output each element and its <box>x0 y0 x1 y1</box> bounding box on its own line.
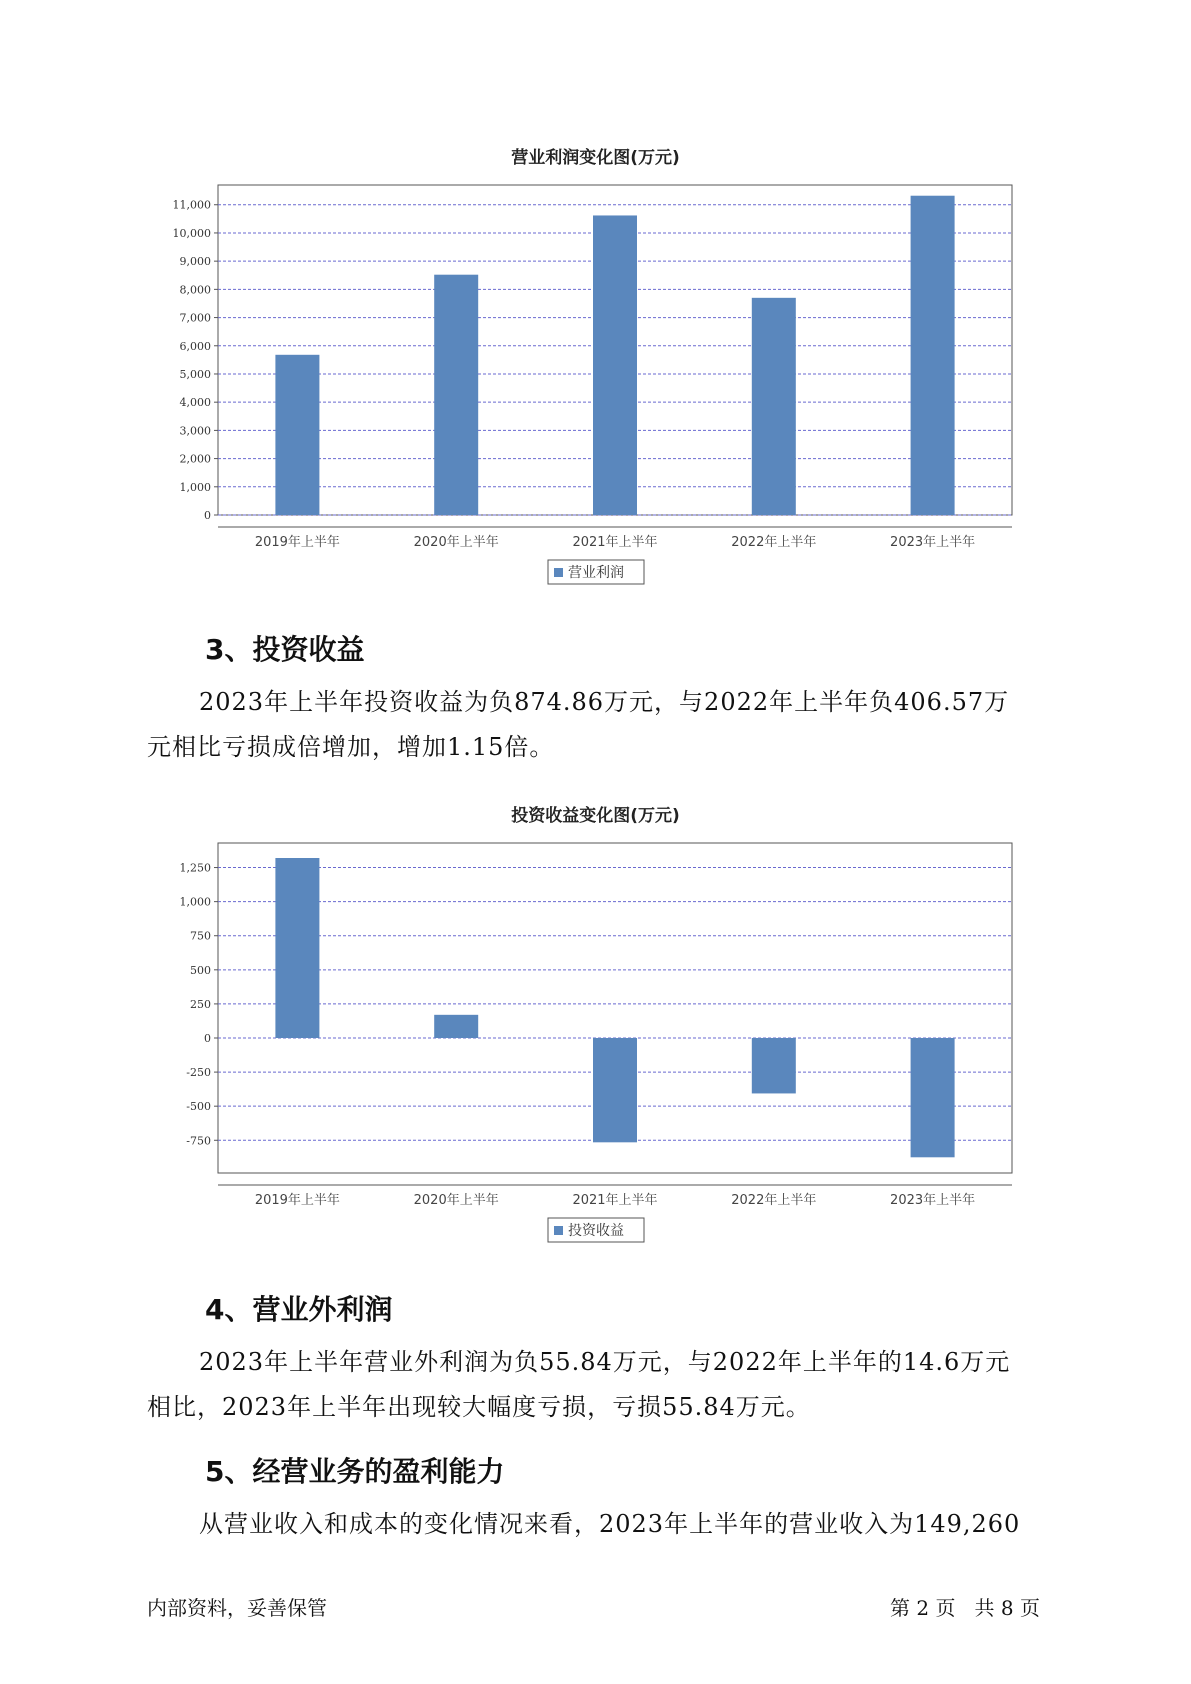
x-tick-label: 2019年上半年 <box>254 1193 340 1208</box>
footer-page-number: 第 2 页 共 8 页 <box>890 1596 1040 1620</box>
x-tick-label: 2023年上半年 <box>890 1193 976 1208</box>
legend-label: 投资收益 <box>568 1223 624 1239</box>
chart2-title: 投资收益变化图(万元) <box>511 806 680 826</box>
y-tick-label: 1,250 <box>179 861 211 875</box>
y-tick-label: 6,000 <box>179 339 211 353</box>
section4-line: 2023年上半年营业外利润为负55.84万元，与2022年上半年的14.6万元 <box>199 1348 1011 1376</box>
legend <box>548 1218 644 1242</box>
section5-heading: 5、经营业务的盈利能力 <box>205 1455 505 1488</box>
bar <box>593 215 637 515</box>
x-tick-label: 2021年上半年 <box>572 1193 658 1208</box>
bar <box>911 196 955 515</box>
y-tick-label: 3,000 <box>179 424 211 438</box>
x-tick-label: 2021年上半年 <box>572 535 658 550</box>
y-tick-label: 7,000 <box>179 311 211 325</box>
y-tick-label: 500 <box>190 963 211 977</box>
y-tick-label: 11,000 <box>172 198 211 212</box>
x-tick-label: 2022年上半年 <box>731 1193 817 1208</box>
y-tick-label: 250 <box>190 997 211 1011</box>
y-tick-label: -750 <box>186 1134 211 1148</box>
section3-heading: 3、投资收益 <box>205 633 365 666</box>
y-tick-label: 1,000 <box>179 895 211 909</box>
bar <box>752 298 796 515</box>
y-tick-label: -500 <box>186 1100 211 1114</box>
section3-paragraph <box>147 680 1087 770</box>
y-tick-label: 1,000 <box>179 480 211 494</box>
x-tick-label: 2022年上半年 <box>731 535 817 550</box>
x-tick-label: 2019年上半年 <box>254 535 340 550</box>
section4-line: 相比，2023年上半年出现较大幅度亏损，亏损55.84万元。 <box>147 1393 811 1421</box>
y-tick-label: 8,000 <box>179 283 211 297</box>
section4-heading: 4、营业外利润 <box>205 1293 393 1326</box>
legend-swatch <box>554 568 563 577</box>
section3-line: 2023年上半年投资收益为负874.86万元，与2022年上半年负406.57万 <box>199 688 1010 716</box>
bar <box>752 1038 796 1093</box>
bar <box>275 858 319 1038</box>
y-tick-label: -250 <box>186 1066 211 1080</box>
bar <box>911 1038 955 1157</box>
legend-swatch <box>554 1226 563 1235</box>
y-tick-label: 10,000 <box>172 226 211 240</box>
y-tick-label: 0 <box>204 509 211 522</box>
x-tick-label: 2020年上半年 <box>413 535 499 550</box>
chart2-investment-income <box>0 838 1191 1258</box>
y-tick-label: 750 <box>190 929 211 943</box>
y-tick-label: 4,000 <box>179 396 211 410</box>
chart1-title: 营业利润变化图(万元) <box>511 148 680 168</box>
legend-label: 营业利润 <box>568 565 624 581</box>
bar <box>434 1015 478 1038</box>
y-tick-label: 2,000 <box>179 452 211 466</box>
bar <box>593 1038 637 1142</box>
y-tick-label: 0 <box>204 1032 211 1045</box>
section5-line: 从营业收入和成本的变化情况来看，2023年上半年的营业收入为149,260 <box>199 1510 1021 1538</box>
section5-paragraph <box>147 1502 1087 1547</box>
legend <box>548 560 644 584</box>
section4-paragraph <box>147 1340 1087 1430</box>
y-tick-label: 9,000 <box>179 255 211 269</box>
x-tick-label: 2023年上半年 <box>890 535 976 550</box>
bar <box>275 355 319 515</box>
footer-left: 内部资料，妥善保管 <box>147 1596 327 1620</box>
bar <box>434 275 478 515</box>
section3-line: 元相比亏损成倍增加，增加1.15倍。 <box>147 733 555 761</box>
y-tick-label: 5,000 <box>179 367 211 381</box>
chart1-operating-profit <box>0 180 1191 600</box>
x-tick-label: 2020年上半年 <box>413 1193 499 1208</box>
